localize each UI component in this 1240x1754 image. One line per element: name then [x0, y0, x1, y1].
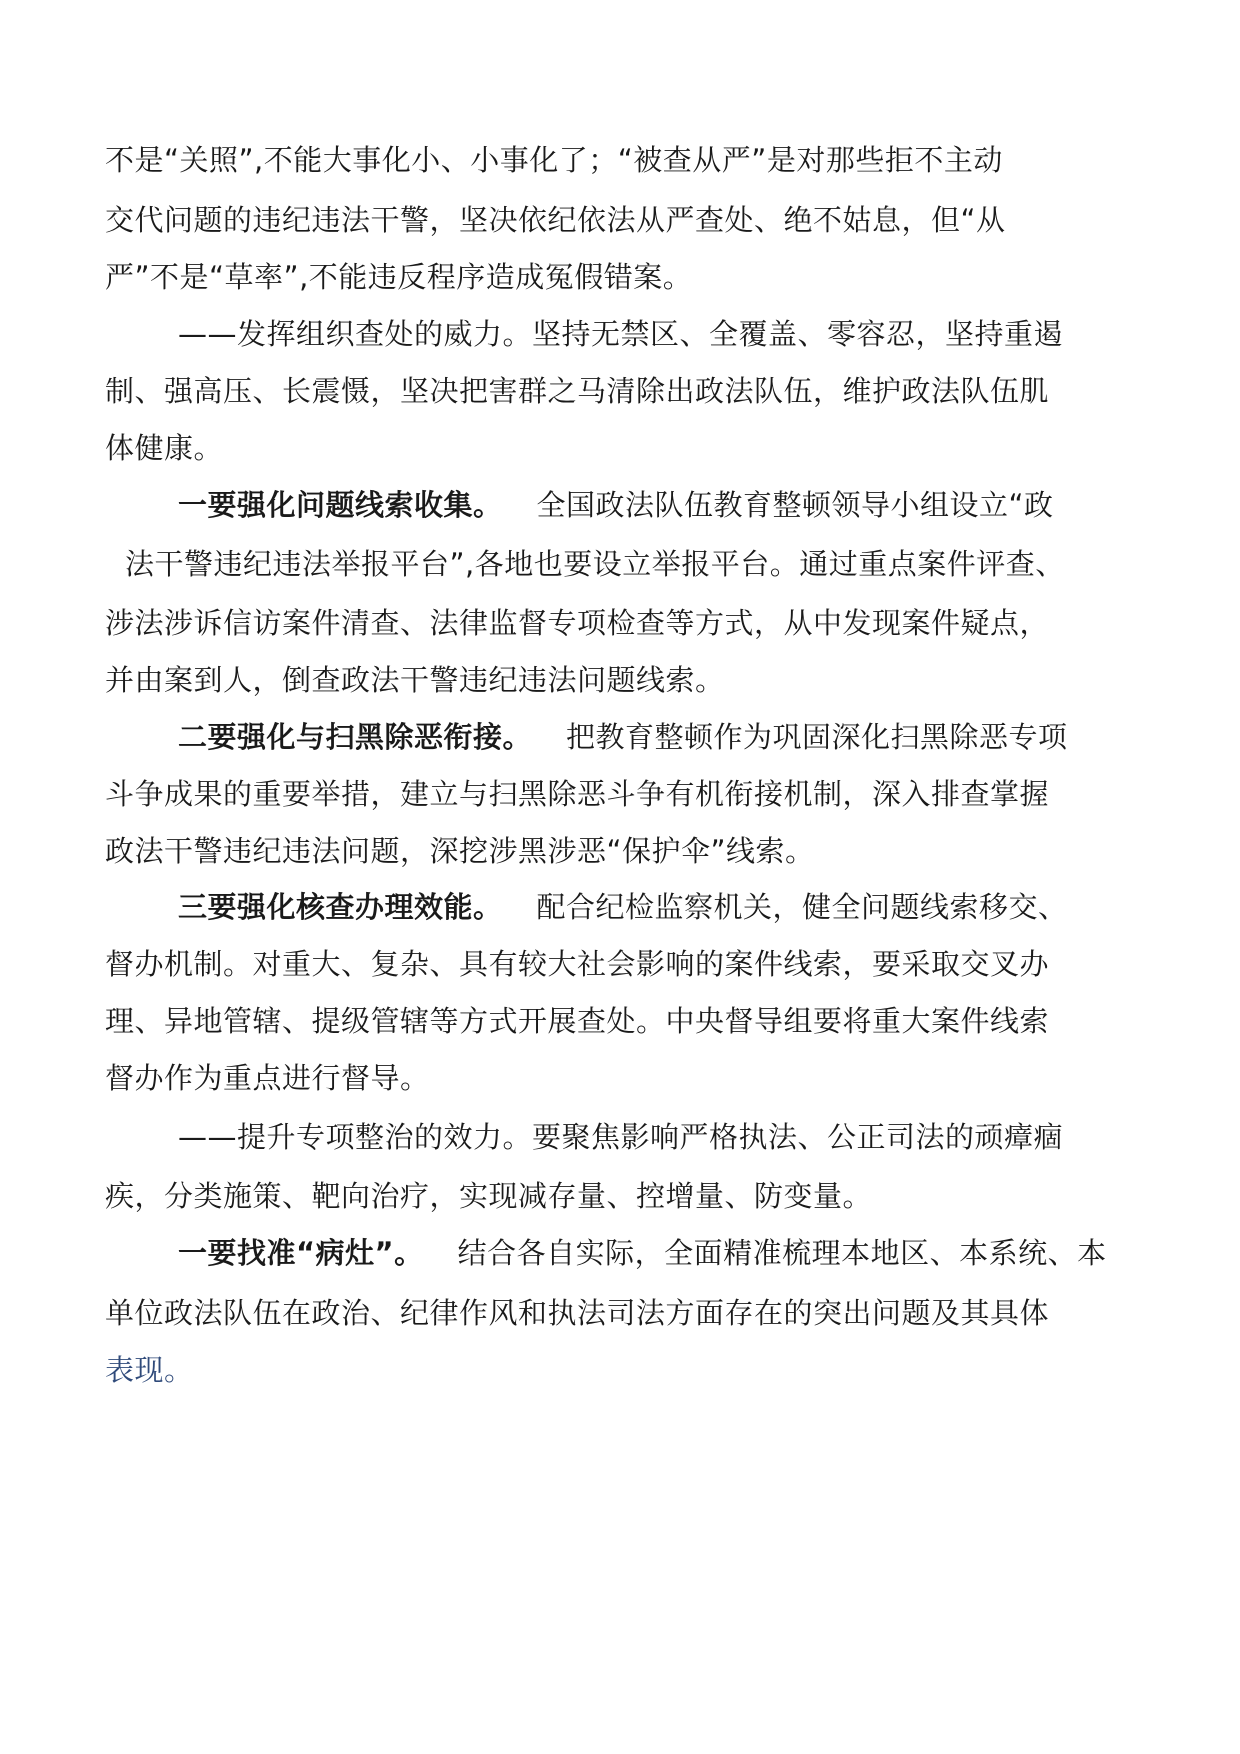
subheading-line — [178, 1233, 1107, 1273]
subheading-text: 配合纪检监察机关，健全问题线索移交、 — [536, 890, 1068, 924]
paragraph-line: 斗争成果的重要举措，建立与扫黑除恶斗争有机衔接机制，深入排查掌握 — [105, 777, 1050, 811]
subheading-line — [178, 717, 1068, 757]
paragraph-line: 体健康。 — [105, 431, 224, 465]
subheading-title: 一要找准“病灶”。 — [178, 1236, 424, 1270]
subheading-text: 把教育整顿作为巩固深化扫黑除恶专项 — [566, 720, 1068, 754]
paragraph-line: 督办作为重点进行督导。 — [105, 1061, 430, 1095]
paragraph-line: 严”不是“草率”,不能违反程序造成冤假错案。 — [105, 260, 693, 294]
paragraph-line: 制、强高压、长震慑，坚决把害群之马清除出政法队伍，维护政法队伍肌 — [105, 374, 1050, 408]
subheading-title: 二要强化与扫黑除恶衔接。 — [178, 720, 533, 754]
paragraph-line: 单位政法队伍在政治、纪律作风和执法司法方面存在的突出问题及其具体 — [105, 1296, 1050, 1330]
paragraph-line: 理、异地管辖、提级管辖等方式开展查处。中央督导组要将重大案件线索 — [105, 1004, 1050, 1038]
paragraph-line: 表现。 — [105, 1353, 194, 1387]
paragraph-line: 疾，分类施策、靶向治疗，实现减存量、控增量、防变量。 — [105, 1179, 873, 1213]
subheading-title: 一要强化问题线索收集。 — [178, 488, 503, 522]
section-heading-line: ——发挥组织查处的威力。坚持无禁区、全覆盖、零容忍，坚持重遏 — [178, 317, 1064, 351]
subheading-line — [178, 887, 1068, 927]
paragraph-line: 督办机制。对重大、复杂、具有较大社会影响的案件线索，要采取交叉办 — [105, 947, 1050, 981]
paragraph-line: 并由案到人，倒查政法干警违纪违法问题线索。 — [105, 663, 725, 697]
subheading-title: 三要强化核查办理效能。 — [178, 890, 503, 924]
paragraph-line: 涉法涉诉信访案件清查、法律监督专项检查等方式，从中发现案件疑点， — [105, 606, 1050, 640]
section-heading-line: ——提升专项整治的效力。要聚焦影响严格执法、公正司法的顽瘴痼 — [178, 1120, 1064, 1154]
subheading-text: 全国政法队伍教育整顿领导小组设立“政 — [536, 488, 1054, 522]
subheading-text: 结合各自实际，全面精准梳理本地区、本系统、本 — [457, 1236, 1107, 1270]
paragraph-line: 法干警违纪违法举报平台”,各地也要设立举报平台。通过重点案件评查、 — [125, 547, 1065, 581]
subheading-line — [178, 485, 1054, 525]
paragraph-line: 交代问题的违纪违法干警，坚决依纪依法从严查处、绝不姑息，但“从 — [105, 203, 1006, 237]
paragraph-line: 政法干警违纪违法问题，深挖涉黑涉恶“保护伞”线索。 — [105, 834, 815, 868]
paragraph-line: 不是“关照”,不能大事化小、小事化了；“被查从严”是对那些拒不主动 — [105, 143, 1003, 177]
